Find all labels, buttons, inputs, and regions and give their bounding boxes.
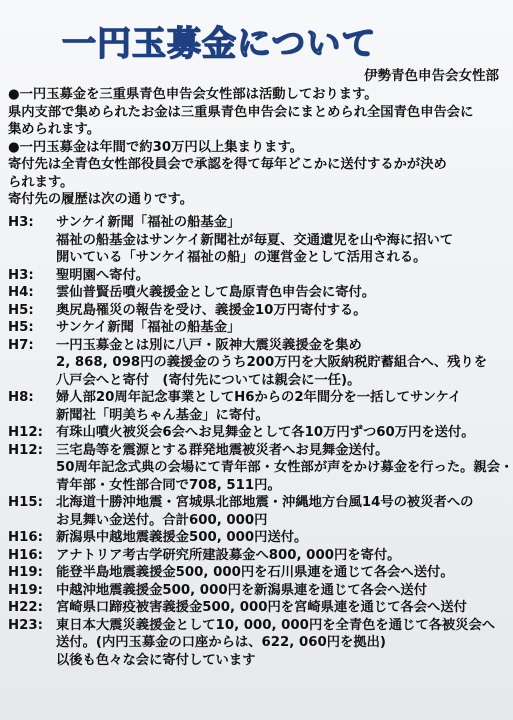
history-text xyxy=(56,529,307,547)
history-text xyxy=(56,389,461,424)
intro-line: 寄付先は全青色女性部役員会で承認を得て毎年どこかに送付するかが決め xyxy=(8,157,447,172)
history-line: 有珠山噴火被災会6会へお見舞金として各10万円ずつ60万円を送付。 xyxy=(56,425,475,440)
history-line: お見舞い金送付。合計600, 000円 xyxy=(56,512,268,528)
history-line: 聖明園へ寄付。 xyxy=(56,267,150,283)
history-entry xyxy=(8,424,508,442)
history-line: アナトリア考古学研究所建設募金へ800, 000円を寄付。 xyxy=(56,547,401,563)
history-line: 以後も色々な会に寄付しています xyxy=(56,652,256,668)
history-text xyxy=(56,442,513,495)
history-line: 能登半島地震義援金500, 000円を石川県連を通じて各会へ送付。 xyxy=(56,565,454,580)
organization-name: 伊勢青色申告会女性部 xyxy=(364,68,499,84)
history-era: H3: xyxy=(8,267,34,283)
history-text xyxy=(56,214,453,267)
history-line: 中越沖地震義援金500, 000円を新潟県連を通じて各会へ送付 xyxy=(56,582,428,598)
history-text xyxy=(56,582,427,600)
donation-history-list xyxy=(8,214,513,669)
history-era: H4: xyxy=(8,285,34,300)
intro-line: ●一円玉募金を三重県青色申告会女性部は活動しております。 xyxy=(8,87,378,102)
history-line: 東日本大震災義援金として10, 000, 000円を全青色を通じて各被災会へ xyxy=(56,617,496,633)
history-text xyxy=(56,267,149,285)
history-line: 奥尻島罹災の報告を受け、義援金10万円寄付する。 xyxy=(56,302,367,318)
history-entry xyxy=(8,319,508,337)
history-entry xyxy=(8,389,508,424)
history-line: 雲仙普賢岳噴火義援金として島原青色申告会に寄付。 xyxy=(56,285,376,300)
intro-line: 寄付先の履歴は次の通りです。 xyxy=(8,192,194,207)
history-era: H3: xyxy=(8,215,34,230)
history-entry xyxy=(8,337,508,390)
history-text xyxy=(56,564,454,582)
history-line: 青年部・女性部合同で708, 511円。 xyxy=(56,477,281,493)
history-line: 開いている「サンケイ福祉の船」の運営金として活用される。 xyxy=(56,250,427,265)
history-era: H12: xyxy=(8,425,43,440)
history-text xyxy=(56,547,400,565)
history-line: 新潟県中越地震義援金500, 000円送付。 xyxy=(56,530,308,545)
history-entry xyxy=(8,284,508,302)
intro-line: 集められます。 xyxy=(8,122,101,137)
history-entry xyxy=(8,442,513,495)
history-text xyxy=(56,319,240,337)
history-text xyxy=(56,424,475,442)
history-entry xyxy=(8,599,508,617)
history-line: サンケイ新聞「福祉の船基金」 xyxy=(56,215,241,230)
history-era: H19: xyxy=(8,582,43,598)
intro-line: 県内支部で集められたお金は三重県青色申告会にまとめられ全国青色申告会に xyxy=(8,104,474,120)
history-entry xyxy=(8,302,508,320)
history-era: H5: xyxy=(8,302,34,318)
history-era: H22: xyxy=(8,600,43,615)
history-line: 送付。(内円玉募金の口座からは、622, 060円を拠出) xyxy=(56,635,386,650)
intro-section xyxy=(8,86,508,209)
history-entry xyxy=(8,214,508,267)
history-era: H16: xyxy=(8,547,43,563)
history-era: H8: xyxy=(8,390,34,405)
intro-line: ●一円玉募金は年間で約30万円以上集まります。 xyxy=(8,139,303,155)
history-entry xyxy=(8,617,508,670)
history-era: H5: xyxy=(8,320,34,335)
history-era: H19: xyxy=(8,565,43,580)
page-title: 一円玉募金について xyxy=(62,24,377,64)
history-line: 八戸会へと寄付 (寄付先については親会に一任)。 xyxy=(56,372,361,388)
history-era: H16: xyxy=(8,530,43,545)
history-line: 三宅島等を震源とする群発地震被災者へお見舞金送付。 xyxy=(56,442,389,458)
history-entry xyxy=(8,564,508,582)
history-entry xyxy=(8,494,508,529)
history-text xyxy=(56,617,495,670)
intro-line: られます。 xyxy=(8,174,74,190)
history-era: H23: xyxy=(8,617,43,633)
history-text xyxy=(56,599,467,617)
history-line: 2, 868, 098円の義援金のうち200万円を大阪納税貯蓄組合へ、残りを xyxy=(56,355,488,370)
history-entry xyxy=(8,582,508,600)
history-entry xyxy=(8,529,508,547)
history-line: 新聞社「明美ちゃん基金」に寄付。 xyxy=(56,407,269,423)
history-line: 宮崎県口蹄疫被害義援金500, 000円を宮崎県連を通じて各会へ送付 xyxy=(56,600,467,615)
history-text xyxy=(56,337,487,390)
history-entry xyxy=(8,267,508,285)
history-era: H7: xyxy=(8,337,34,353)
history-line: 福祉の船基金はサンケイ新聞社が毎夏、交通遺児を山や海に招いて xyxy=(56,232,454,248)
history-era: H15: xyxy=(8,495,43,510)
history-line: 50周年記念式典の会場にて青年部・女性部が声をかけ募金を行った。親会・ xyxy=(56,460,513,475)
history-text xyxy=(56,494,473,529)
history-text xyxy=(56,302,367,320)
history-entry xyxy=(8,547,508,565)
history-era: H12: xyxy=(8,442,43,458)
history-line: 一円玉募金とは別に八戸・阪神大震災義援金を集め xyxy=(56,337,362,353)
history-text xyxy=(56,284,375,302)
history-line: サンケイ新聞「福祉の船基金」 xyxy=(56,320,241,335)
history-line: 婦人部20周年記念事業としてH6からの2年間分を一括してサンケイ xyxy=(56,390,462,405)
history-line: 北海道十勝沖地震・宮城県北部地震・沖縄地方台風14号の被災者への xyxy=(56,495,474,510)
